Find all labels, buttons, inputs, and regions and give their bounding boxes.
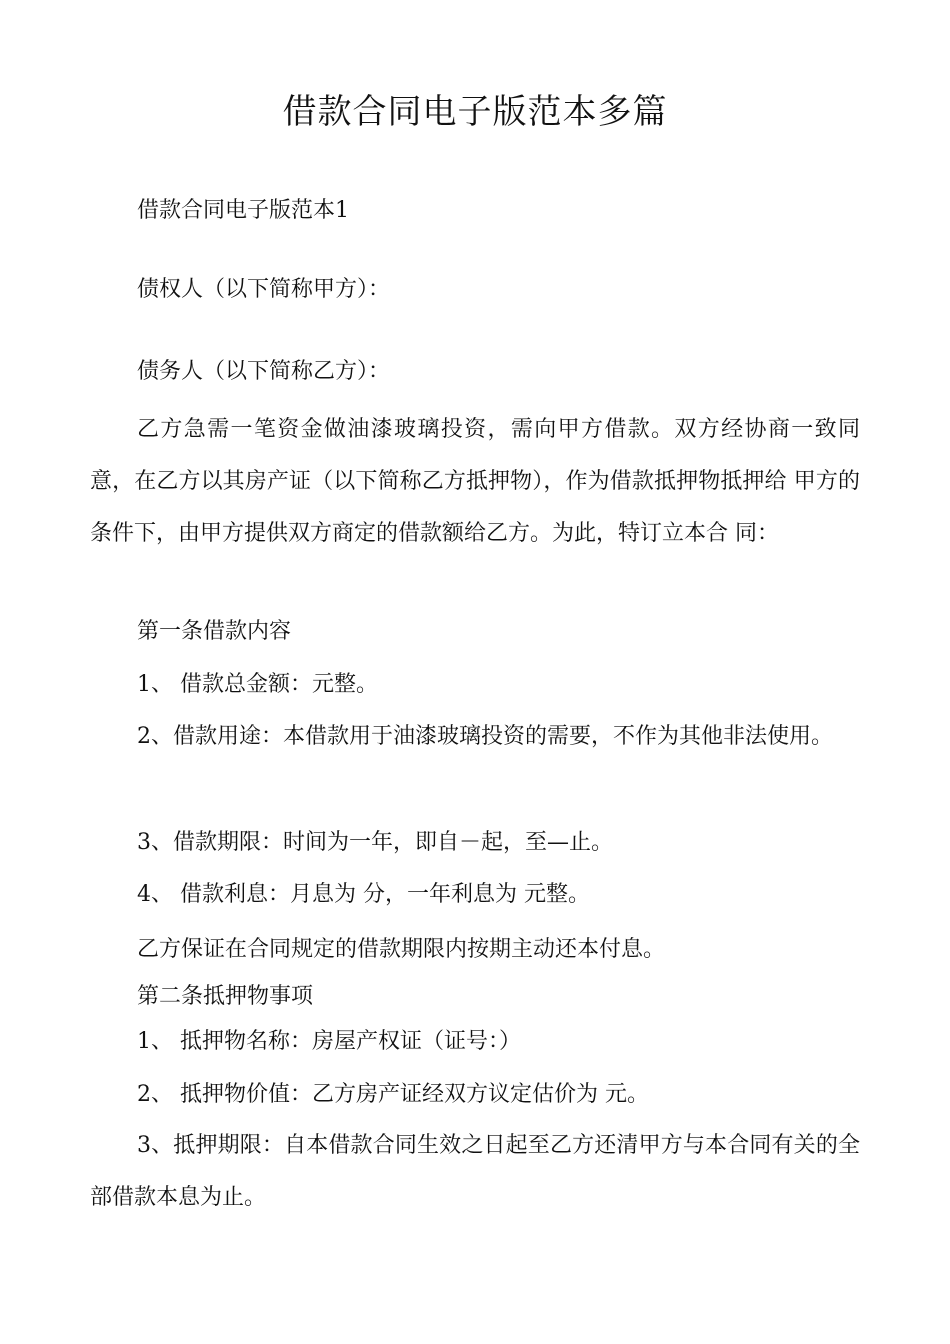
intro-text: 乙方急需一笔资金做油漆玻璃投资，需向甲方借款。双方经协商一致同意，在乙方以其房产证（以下简称乙方抵押物），作为借款抵押物抵押给 甲方的条件下，由甲方提供双方商定的借款额给乙方。为此，特订立本合 同： <box>90 417 860 546</box>
article-1-item-4: 4、 借款利息：月息为 分，一年利息为 元整。 <box>137 882 590 907</box>
article-1-title: 第一条借款内容 <box>137 619 292 644</box>
article-1-item-3: 3、借款期限：时间为一年，即自－起，至—止。 <box>137 830 613 855</box>
article-2-item-1: 1、 抵押物名称：房屋产权证（证号：） <box>137 1029 521 1054</box>
article-2-item-3-text: 3、抵押期限：自本借款合同生效之日起至乙方还清甲方与本合同有关的全部借款本息为止。 <box>90 1133 860 1210</box>
section-heading: 借款合同电子版范本1 <box>137 198 349 223</box>
article-1-item-2-text: 2、借款用途：本借款用于油漆玻璃投资的需要，不作为其他非法使用。 <box>137 724 833 749</box>
intro-paragraph <box>90 404 860 560</box>
article-1-guarantee: 乙方保证在合同规定的借款期限内按期主动还本付息。 <box>137 937 666 962</box>
article-1-item-1: 1、 借款总金额：元整。 <box>137 672 378 697</box>
document-title: 借款合同电子版范本多篇 <box>282 92 668 132</box>
debtor-line: 债务人（以下简称乙方）： <box>137 359 391 384</box>
article-1-item-2 <box>90 711 860 763</box>
article-2-item-3 <box>90 1120 860 1224</box>
creditor-line: 债权人（以下简称甲方）： <box>137 277 391 302</box>
article-2-title: 第二条抵押物事项 <box>137 984 314 1009</box>
article-2-item-2: 2、 抵押物价值：乙方房产证经双方议定估价为 元。 <box>137 1082 649 1107</box>
